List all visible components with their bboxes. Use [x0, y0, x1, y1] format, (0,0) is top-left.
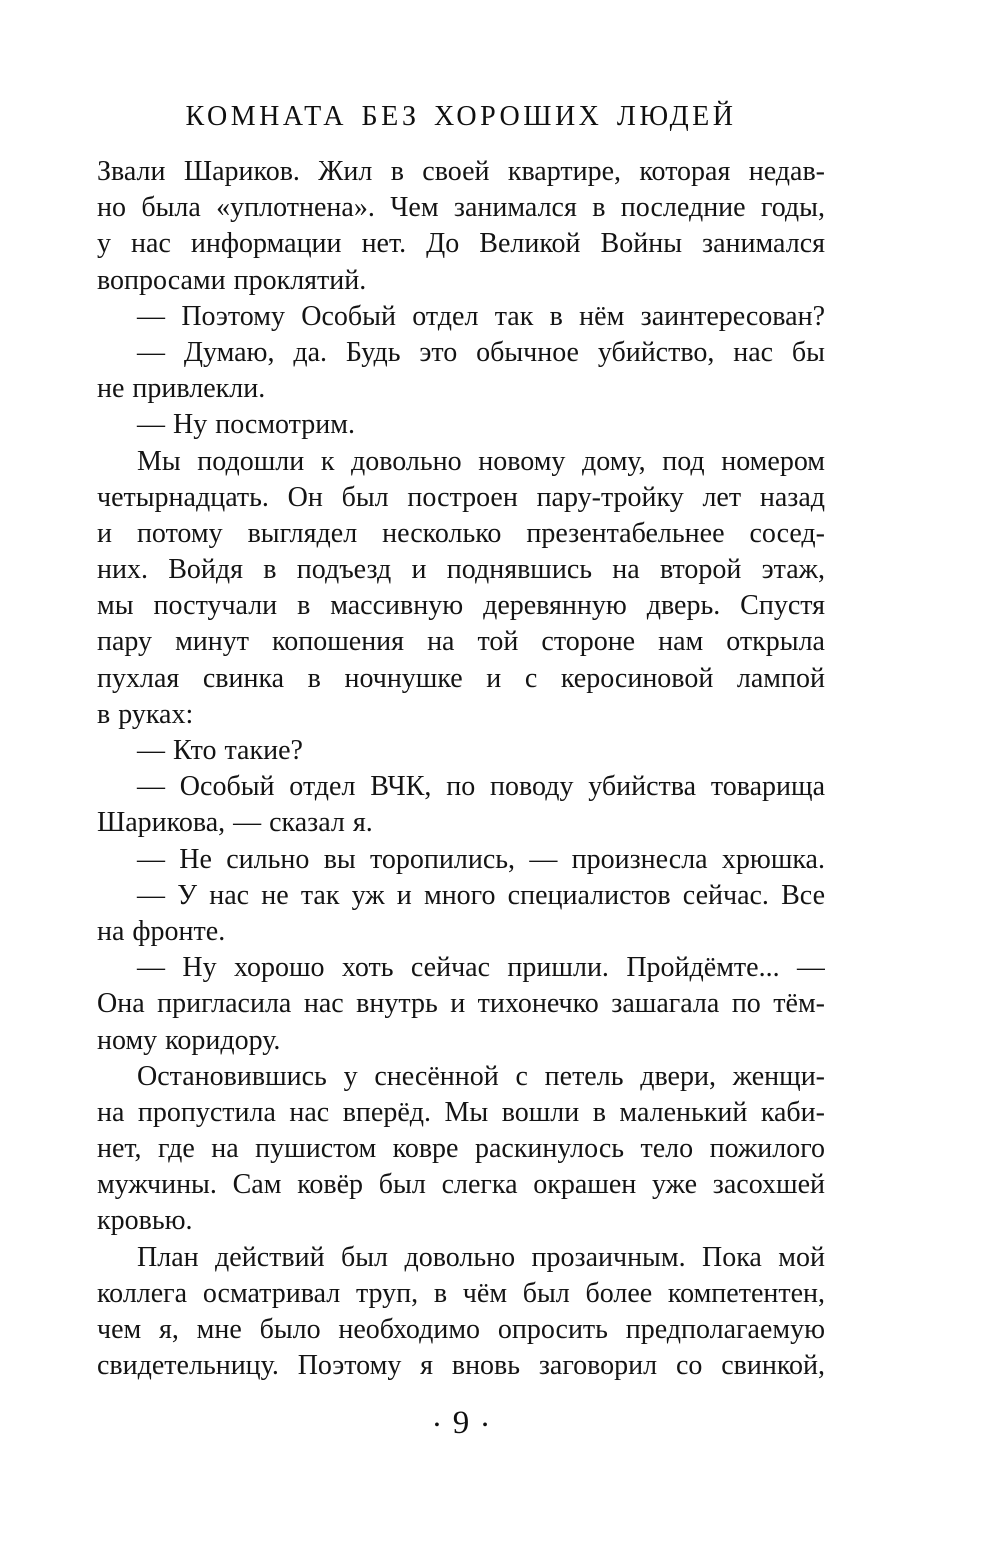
text-line: — Поэтому Особый отдел так в нём заинтересован? — [137, 300, 825, 332]
text-line: Мы подошли к довольно новому дому, под номером — [137, 445, 825, 477]
text-line: вопросами проклятий. — [97, 264, 367, 296]
text-line: — Не сильно вы торопились, — произнесла хрюшка. — [137, 843, 825, 875]
text-line: — У нас не так уж и много специалистов сейчас. Все — [137, 879, 825, 911]
text-line: — Ну хорошо хоть сейчас пришли. Пройдёмте... — — [137, 952, 825, 984]
page-number-right-bullet: • — [482, 1417, 488, 1434]
text-line: них. Войдя в подъезд и поднявшись на второй этаж, — [97, 554, 825, 586]
text-line: — Думаю, да. Будь это обычное убийство, нас бы — [137, 336, 825, 368]
running-head: КОМНАТА БЕЗ ХОРОШИХ ЛЮДЕЙ — [185, 101, 737, 132]
text-line: коллега осматривал труп, в чём был более компетентен, — [97, 1277, 825, 1309]
text-line: Шарикова, — сказал я. — [97, 807, 373, 839]
page-number-value: 9 — [452, 1405, 470, 1441]
page-number — [97, 1402, 825, 1444]
text-line: — Особый отдел ВЧК, по поводу убийства товарища — [137, 771, 825, 803]
text-line: свидетельницу. Поэтому я вновь заговорил со свинкой, — [97, 1350, 825, 1382]
text-line: пухлая свинка в ночнушке и с керосиновой лампой — [97, 662, 825, 694]
text-line: у нас информации нет. До Великой Войны занимался — [97, 228, 825, 260]
text-line: на пропустила нас вперёд. Мы вошли в маленький каби- — [97, 1096, 825, 1128]
text-line: и потому выглядел несколько презентабельнее сосед- — [97, 517, 825, 549]
text-line: на фронте. — [97, 915, 226, 947]
text-line: Остановившись у снесённой с петель двери, женщи- — [137, 1060, 825, 1092]
text-line: Она пригласила нас внутрь и тихонечко зашагала по тём- — [97, 988, 825, 1020]
text-line: в руках: — [97, 698, 194, 730]
text-block — [97, 154, 825, 1384]
page-number-left-bullet: • — [434, 1417, 440, 1434]
text-line: Звали Шариков. Жил в своей квартире, которая недав- — [97, 156, 825, 187]
text-line: — Кто такие? — [137, 735, 303, 766]
text-line: нет, где на пушистом ковре раскинулось тело пожилого — [97, 1133, 825, 1165]
text-line: План действий был довольно прозаичным. Пока мой — [137, 1241, 825, 1273]
text-line: не привлекли. — [97, 373, 266, 405]
text-line: чем я, мне было необходимо опросить предполагаемую — [97, 1314, 825, 1345]
text-line: пару минут копошения на той стороне нам открыла — [97, 626, 825, 658]
text-line: мы постучали в массивную деревянную дверь. Спустя — [97, 590, 825, 622]
text-line: мужчины. Сам ковёр был слегка окрашен уже засохшей — [97, 1169, 825, 1201]
text-line: ному коридору. — [97, 1024, 281, 1056]
text-line: но была «уплотнена». Чем занимался в последние годы, — [97, 192, 825, 224]
text-line: четырнадцать. Он был построен пару-тройку лет назад — [97, 481, 825, 513]
text-line: кровью. — [97, 1205, 193, 1237]
text-line: — Ну посмотрим. — [137, 409, 355, 441]
